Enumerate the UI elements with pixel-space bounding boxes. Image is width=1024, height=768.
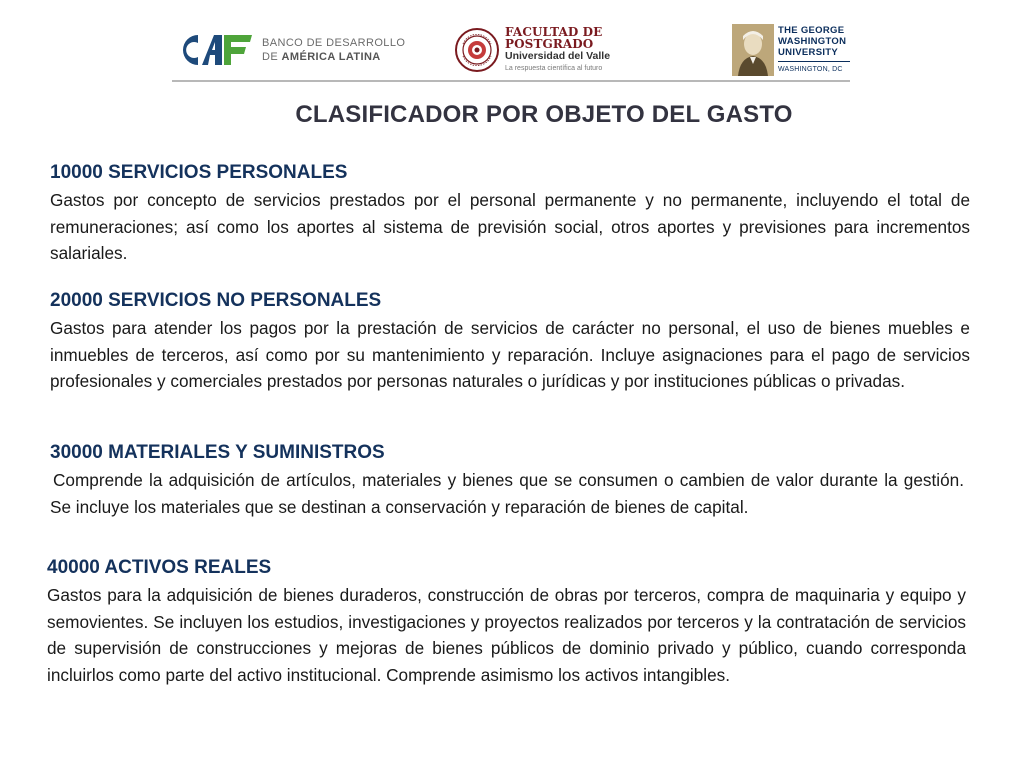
- caf-logo-mark: [172, 29, 258, 71]
- postgrado-subtitle: Universidad del Valle: [505, 49, 611, 62]
- caf-line2-prefix: DE: [262, 51, 282, 63]
- section-heading: 20000 SERVICIOS NO PERSONALES: [50, 290, 382, 311]
- page-title: CLASIFICADOR POR OBJETO DEL GASTO: [295, 101, 793, 128]
- postgrado-logo: [455, 26, 675, 74]
- section-heading: 30000 MATERIALES Y SUMINISTROS: [50, 442, 385, 463]
- section-heading: 10000 SERVICIOS PERSONALES: [50, 162, 348, 183]
- postgrado-tagline: La respuesta científica al futuro: [505, 64, 603, 72]
- gwu-line1: THE GEORGE: [778, 25, 845, 36]
- gwu-logo-text: [778, 24, 850, 78]
- gwu-line2: WASHINGTON: [778, 36, 847, 47]
- university-seal-icon: [455, 28, 499, 72]
- header-divider: [172, 80, 850, 82]
- caf-line2-bold: AMÉRICA LATINA: [281, 51, 381, 63]
- caf-line2: [262, 50, 405, 64]
- gwu-line3: UNIVERSITY: [778, 47, 839, 58]
- logo-bar: [172, 22, 850, 80]
- gwu-location: WASHINGTON, DC: [778, 61, 850, 75]
- caf-logo-text: [262, 36, 405, 64]
- gwu-logo: [732, 24, 850, 78]
- section-materiales-suministros: [50, 441, 964, 520]
- postgrado-title: FACULTAD DE POSTGRADO: [505, 24, 603, 51]
- section-servicios-no-personales: [50, 289, 970, 395]
- section-body: Gastos para la adquisición de bienes duraderos, construcción de obras por terceros, compra de maquinaria y equipo y semovientes. Se incluyen los estudios, investigaciones y proyectos realizados por terceros y la contratación de servicios de supervisión de construcciones y mejoras de bienes públicos de dominio privado y público, cuando corresponda incluirlos como parte del activo institucional. Comprende asimismo los activos intangibles.: [47, 585, 966, 685]
- section-body: Gastos por concepto de servicios prestados por el personal permanente y no permanente, incluyendo el total de remuneraciones; así como los aportes al sistema de previsión social, otros aportes y previsiones para incrementos salariales.: [50, 190, 970, 264]
- caf-logo: [172, 28, 405, 72]
- washington-portrait-icon: [732, 24, 774, 76]
- section-body: Gastos para atender los pagos por la prestación de servicios de carácter no personal, el uso de bienes muebles e inmuebles de terceros, así como por su mantenimiento y reparación. Incluye asignaciones para el pago de servicios profesionales y comerciales prestados por personas naturales o jurídicas y por instituciones públicas o privadas.: [50, 318, 970, 392]
- section-heading: 40000 ACTIVOS REALES: [47, 557, 272, 578]
- section-body: Comprende la adquisición de artículos, materiales y bienes que se consumen o cambien de valor durante la gestión. Se incluye los materiales que se destinan a conservación y reparación de bienes de capital.: [50, 470, 964, 517]
- section-activos-reales: [47, 556, 966, 688]
- postgrado-logo-text: [505, 26, 675, 75]
- section-servicios-personales: [50, 161, 970, 267]
- caf-line1: BANCO DE DESARROLLO: [262, 37, 406, 49]
